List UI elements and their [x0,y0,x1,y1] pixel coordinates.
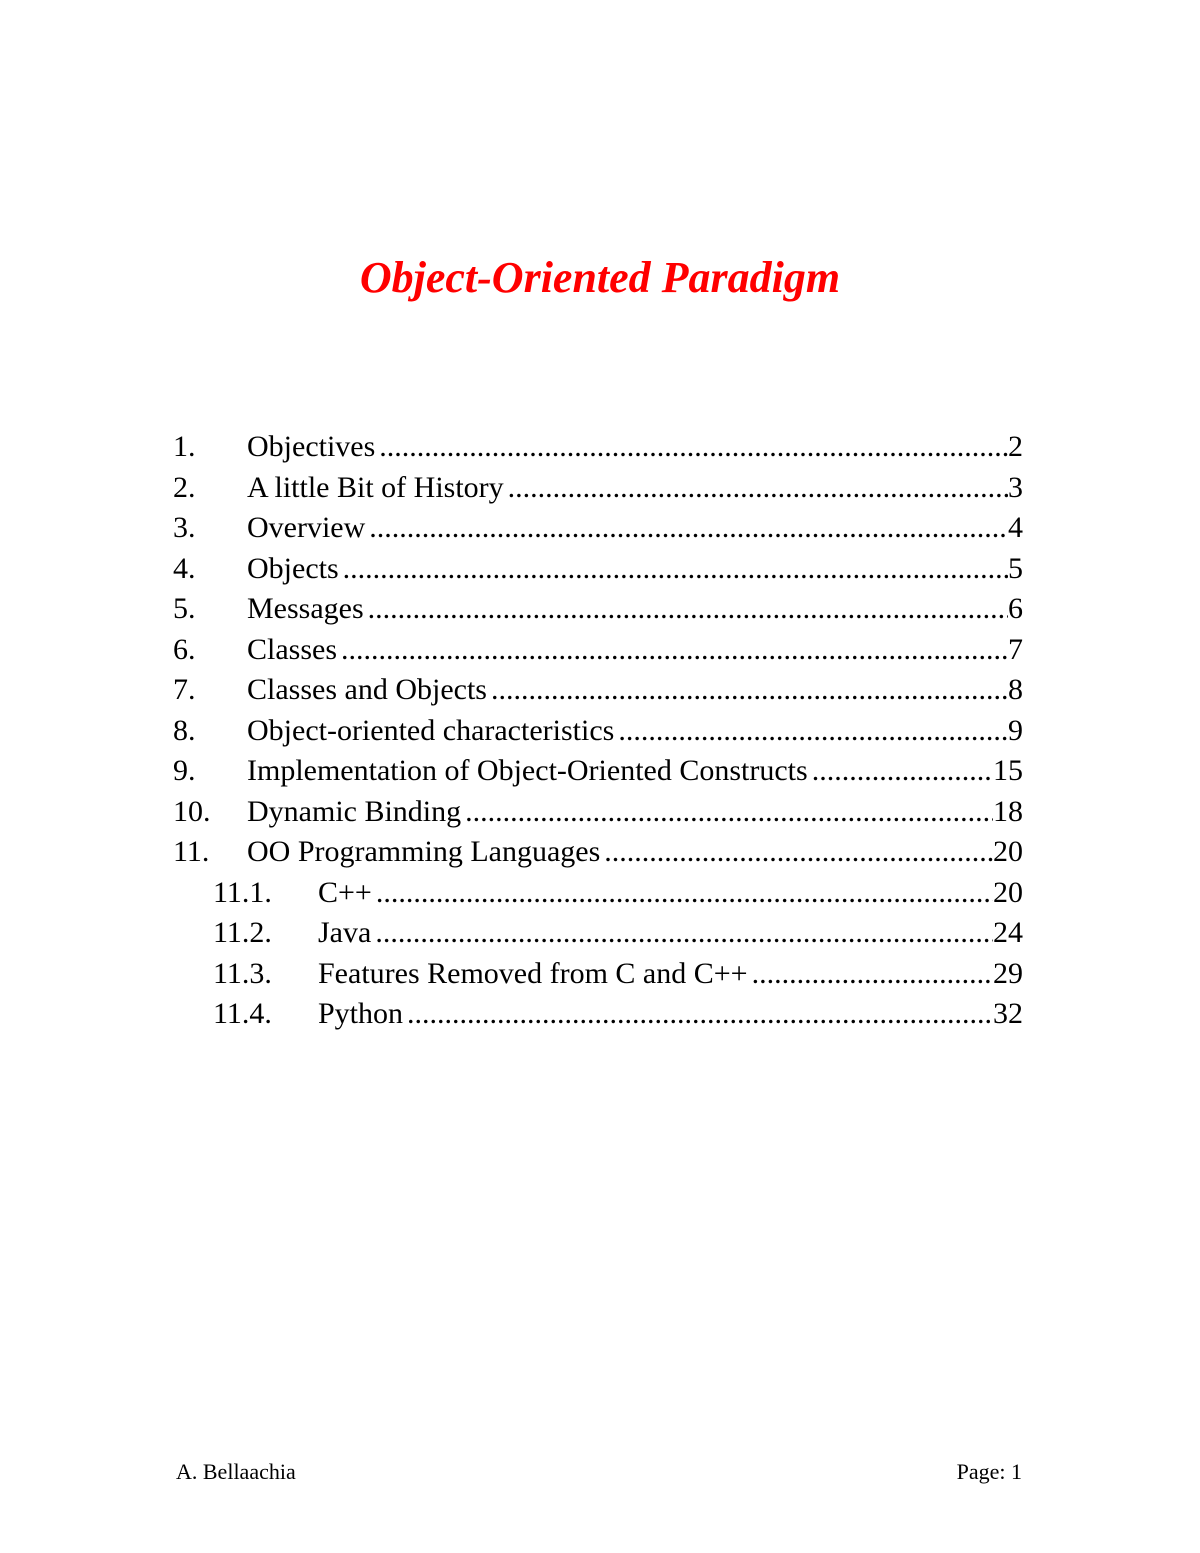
toc-entry-page: 8 [1008,673,1023,706]
toc-entry-label: Objectives [247,430,376,463]
dot-leader [339,549,1008,590]
toc-entry-page: 5 [1008,551,1023,585]
toc-entry-number: 10. [173,794,211,828]
toc-entry-page: 20 [993,875,1023,909]
toc-entry-label: Classes [247,632,337,666]
toc-entry-messages[interactable] [173,589,1023,630]
toc-entry-page: 9 [1008,713,1023,747]
toc-subentry-features-removed[interactable] [173,954,1023,995]
toc-entry-label: Features Removed from C and C++ [318,956,748,990]
toc-subentry-python[interactable] [173,994,1023,1035]
dot-leader [808,751,993,792]
toc-entry-number: 11.2. [213,916,272,949]
dot-leader [364,589,1008,630]
toc-entry-number: 2. [173,470,196,504]
toc-entry-label: C++ [318,875,372,909]
toc-entry-label: OO Programming Languages [247,835,601,868]
toc-entry-history[interactable] [173,468,1023,509]
toc-entry-page: 24 [993,916,1023,949]
toc-entry-label: Java [318,916,372,949]
toc-entry-label: Overview [247,511,366,544]
toc-entry-page: 15 [993,754,1023,787]
document-title: Object-Oriented Paradigm [359,253,841,302]
dot-leader [337,630,1008,671]
toc-entry-number: 3. [173,511,196,544]
toc-entry-label: Python [318,997,404,1030]
toc-entry-label: Dynamic Binding [247,794,462,828]
dot-leader [614,711,1008,752]
toc-entry-label: Object-oriented characteristics [247,713,615,747]
toc-entry-number: 6. [173,632,196,666]
toc-entry-oo-languages[interactable] [173,832,1023,873]
toc-entry-label: Messages [247,592,364,625]
dot-leader [371,913,993,954]
toc-entry-number: 4. [173,551,196,585]
toc-entry-oo-characteristics[interactable] [173,711,1023,752]
toc-entry-number: 9. [173,754,196,787]
toc-entry-classes[interactable] [173,630,1023,671]
dot-leader [365,508,1008,549]
dot-leader [403,994,993,1035]
toc-entry-page: 3 [1008,470,1023,504]
toc-entry-number: 1. [173,430,196,463]
toc-entry-page: 2 [1008,430,1023,463]
dot-leader [461,792,993,833]
toc-entry-classes-and-objects[interactable] [173,670,1023,711]
toc-subentry-cpp[interactable] [173,873,1023,914]
footer-author: A. Bellaachia [176,1459,296,1484]
toc-entry-page: 7 [1008,632,1023,666]
toc-entry-page: 6 [1008,592,1023,625]
dot-leader [748,954,993,995]
toc-entry-page: 18 [993,794,1023,828]
toc-entry-number: 11.3. [213,956,272,990]
toc-entry-number: 11.1. [213,875,272,909]
toc-entry-number: 5. [173,592,196,625]
toc-entry-label: Classes and Objects [247,673,487,706]
toc-entry-dynamic-binding[interactable] [173,792,1023,833]
toc-entry-label: Implementation of Object-Oriented Constructs [247,754,808,787]
toc-entry-page: 29 [993,956,1023,990]
toc-entry-page: 32 [993,997,1023,1030]
toc-entry-implementation[interactable] [173,751,1023,792]
toc-entry-page: 20 [993,835,1023,868]
toc-subentry-java[interactable] [173,913,1023,954]
toc-entry-number: 7. [173,673,196,706]
toc-entry-number: 8. [173,713,196,747]
toc-entry-objectives[interactable] [173,427,1023,468]
toc-entry-overview[interactable] [173,508,1023,549]
dot-leader [600,832,993,873]
dot-leader [372,873,993,914]
dot-leader [504,468,1008,509]
toc-entry-number: 11. [173,835,210,868]
dot-leader [487,670,1008,711]
toc-entry-number: 11.4. [213,997,272,1030]
toc-entry-objects[interactable] [173,549,1023,590]
toc-entry-label: Objects [247,551,339,585]
footer-page-number: Page: 1 [956,1459,1022,1484]
dot-leader [375,427,1008,468]
toc-entry-label: A little Bit of History [247,470,504,504]
table-of-contents [173,427,1023,1035]
toc-entry-page: 4 [1008,511,1023,544]
